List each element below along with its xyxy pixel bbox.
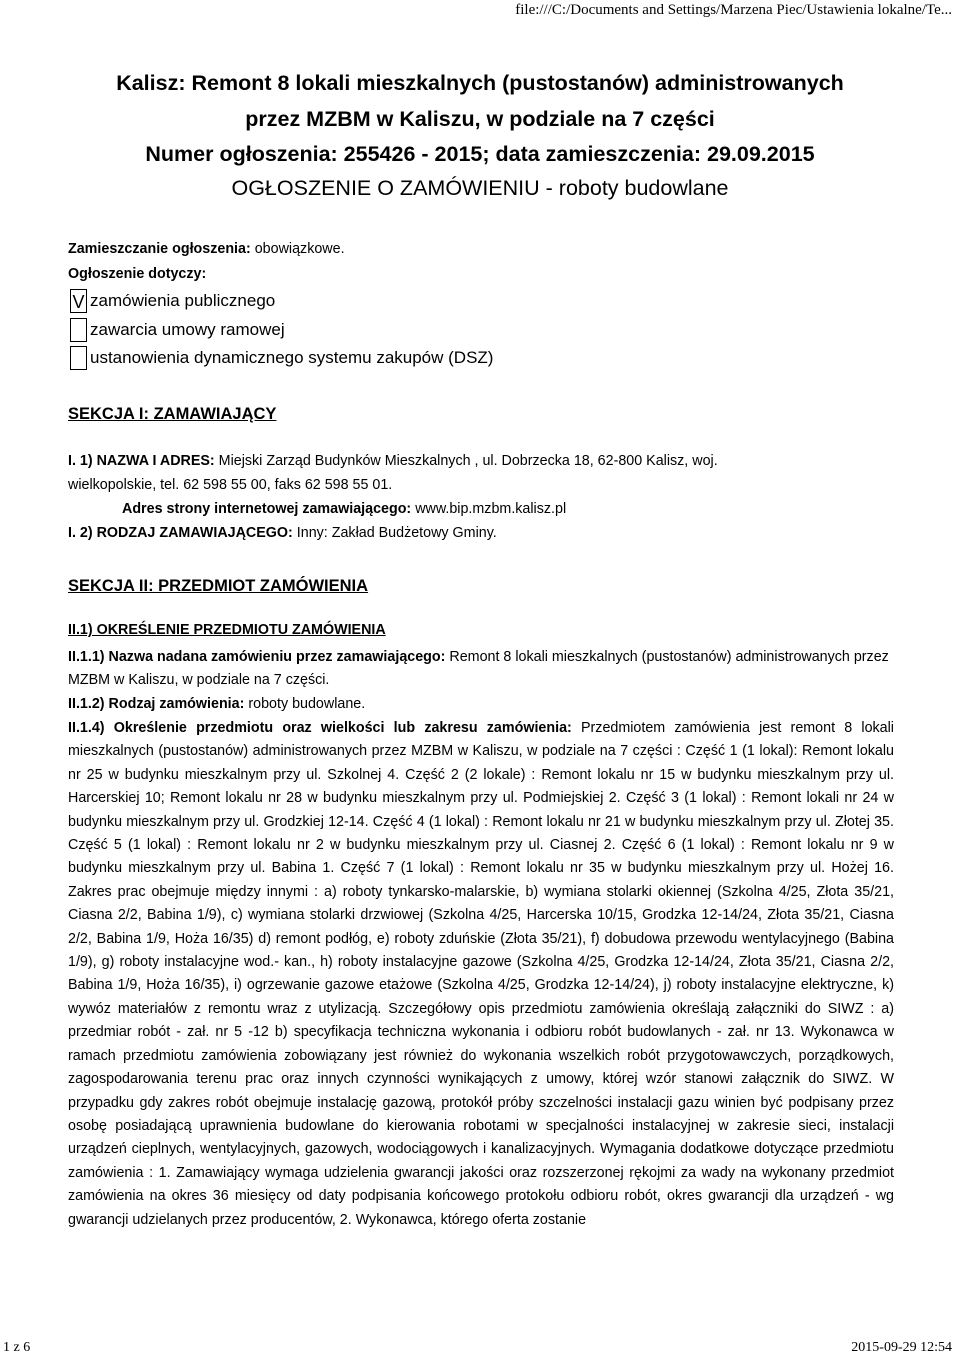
contract-name-value: Remont 8 lokali mieszkalnych (pustostanów) administrowanych przez MZBM w Kaliszu, w podziale na 7 części.: [68, 649, 889, 689]
name-address-label: I. 1) NAZWA I ADRES:: [68, 453, 215, 469]
option-label: zawarcia umowy ramowej: [90, 320, 285, 339]
section-1-heading: SEKCJA I: ZAMAWIAJĄCY: [68, 405, 277, 423]
contracting-authority-contact: wielkopolskie, tel. 62 598 55 00, faks 62 598 55 01.: [68, 477, 393, 493]
title-line-2: przez MZBM w Kaliszu, w podziale na 7 części: [245, 107, 715, 131]
option-label: ustanowienia dynamicznego systemu zakupów (DSZ): [90, 348, 494, 367]
website-link[interactable]: www.bip.mzbm.kalisz.pl: [415, 501, 567, 517]
title-line-1: Kalisz: Remont 8 lokali mieszkalnych (pustostanów) administrowanych: [116, 71, 844, 95]
contract-name-label: II.1.1) Nazwa nadana zamówieniu przez zamawiającego:: [68, 649, 446, 665]
title-line-3: Numer ogłoszenia: 255426 - 2015; data zamieszczenia: 29.09.2015: [145, 142, 815, 166]
contract-name-row: [68, 646, 894, 693]
publication-row: [68, 240, 345, 258]
notice-subtitle: OGŁOSZENIE O ZAMÓWIENIU - roboty budowlane: [231, 176, 729, 200]
authority-type-row: [68, 524, 497, 542]
option-checkbox: [70, 346, 87, 370]
print-datetime: 2015-09-29 12:54: [851, 1340, 952, 1355]
option-public-contract: [70, 289, 275, 313]
authority-type-label: I. 2) RODZAJ ZAMAWIAJĄCEGO:: [68, 525, 293, 541]
concerns-label: Ogłoszenie dotyczy:: [68, 266, 207, 282]
option-dps: [70, 346, 493, 370]
subject-definition-heading: II.1) OKREŚLENIE PRZEDMIOTU ZAMÓWIENIA: [68, 622, 386, 638]
contract-kind-label: II.1.2) Rodzaj zamówienia:: [68, 696, 245, 712]
page-number: 1 z 6: [3, 1340, 31, 1355]
subject-description-label: II.1.4) Określenie przedmiotu oraz wielkości lub zakresu zamówienia:: [68, 720, 572, 736]
subject-description-text: Przedmiotem zamówienia jest remont 8 lokali mieszkalnych (pustostanów) administrowanych przez MZBM w Kaliszu, w podziale na 7 części : Część 1 (1 lokal): Remont lokalu nr 25 w budynku mieszkalnym przy ul. Szkolnej 4. Część 2 (2 lokale) : Remont lokalu nr 15 w budynku mieszkalnym przy ul. Harcerskiej 10; Remont lokalu nr 28 w budynku mieszkalnym przy ul. Podmiejskiej 2. Część 3 (1 lokal) : Remont lokali nr 24 w budynku mieszkalnym przy ul. Grodzkiej 12-14. Część 4 (1 lokal) : Remont lokalu nr 21 w budynku mieszkalnym przy ul. Złotej 35. Część 5 (1 lokal) : Remont lokalu nr 2 w budynku mieszkalnym przy ul. Ciasnej 2. Część 6 (1 lokal) : Remont lokalu nr 9 w budynku mieszkalnym przy ul. Babina 1. Część 7 (1 lokal) : Remont lokalu nr 35 w budynku mieszkalnym przy ul. Hożej 16. Zakres prac obejmuje między innymi : a) roboty tynkarsko-malarskie, b) wymiana stolarki okiennej (Szkolna 4/25, Złota 35/21, Ciasna 2/2, Babina 1/9), c) wymiana stolarki drzwiowej (Szkolna 4/25, Harcerska 10/15, Grodzka 12-14/24, Złota 35/21, Ciasna 2/2, Babina 1/9, Hoża 16/35) d) remont podłóg, e) roboty zduńskie (Złota 35/21), f) dobudowa przewodu wentylacyjnego (Babina 1/9), g) roboty instalacyjne wod.- kan., h) roboty instalacyjne gazowe (Szkolna 4/25, Grodzka 12-14/24, Złota 35/21, Ciasna 2/2, Babina 1/9, Hoża 16/35), i) ogrzewanie gazowe etażowe (Szkolna 4/25, Grodzka 12-14/24), j) roboty instalacyjne elektryczne, k) wywóz materiałów z remontu wraz z utylizacją. Szczegółowy opis przedmiotu zamówienia określają załączniki do SIWZ : a) przedmiar robót - zał. nr 5 -12 b) specyfikacja techniczna wykonania i odbioru robót budowlanych - zał. nr 13. Wykonawca w ramach przedmiotu zamówienia zobowiązany jest również do wykonania wszelkich robót przygotowawczych, porządkowych, zagospodarowania terenu prac oraz innych czynności wynikających z umowy, której wzór stanowi załącznik do SIWZ. W przypadku gdy zakres robót obejmuje instalację gazową, protokół próby szczelności instalacji gazu winien być podpisany przez osobę posiadającą uprawnienia budowlane do kierowania robotami w specjalności instalacyjnej w zakresie sieci, instalacji urządzeń cieplnych, wentylacyjnych, gazowych, wodociągowych i kanalizacyjnych. Wymagania dodatkowe dotyczące przedmiotu zamówienia : 1. Zamawiający wymaga udzielenia gwarancji jakości oraz rozszerzonej rękojmi za wady na wykonany przedmiot zamówienia na okres 36 miesięcy od daty podpisania końcowego protokołu odbioru robót, okres gwarancji dla urządzeń - wg gwarancji udzielanych przez producentów, 2. Wykonawca, którego oferta zostanie: [68, 720, 894, 1228]
option-checkbox: [70, 318, 87, 342]
publication-label: Zamieszczanie ogłoszenia:: [68, 241, 251, 257]
contract-kind-value: roboty budowlane.: [248, 696, 366, 712]
file-path-header: file:///C:/Documents and Settings/Marzena Piec/Ustawienia lokalne/Te...: [515, 2, 952, 18]
name-address-value: Miejski Zarząd Budynków Mieszkalnych , ul. Dobrzecka 18, 62-800 Kalisz, woj.: [218, 453, 718, 469]
subject-description: [68, 717, 894, 1232]
option-checkbox: V: [70, 289, 87, 313]
publication-value: obowiązkowe.: [254, 241, 345, 257]
option-label: zamówienia publicznego: [90, 291, 276, 310]
authority-type-value: Inny: Zakład Budżetowy Gminy.: [296, 525, 497, 541]
contracting-authority-name: [68, 452, 718, 470]
website-row: [122, 500, 566, 518]
option-framework-agreement: [70, 318, 285, 342]
contract-kind-row: [68, 695, 365, 713]
website-label: Adres strony internetowej zamawiającego:: [122, 501, 412, 517]
section-2-heading: SEKCJA II: PRZEDMIOT ZAMÓWIENIA: [68, 577, 369, 595]
